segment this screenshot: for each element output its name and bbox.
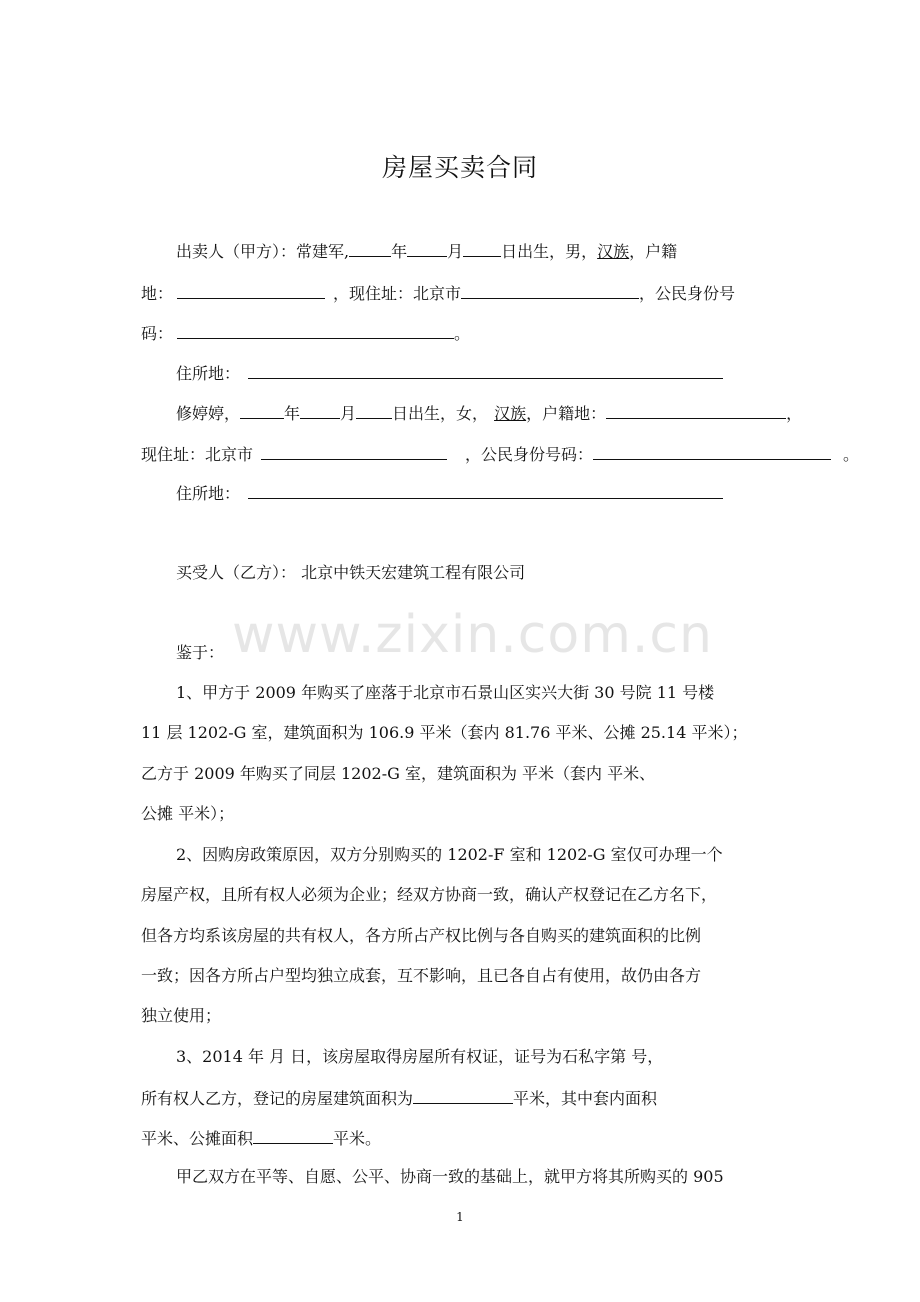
whereas-heading: 鉴于： xyxy=(176,643,225,662)
watermark: www.zixin.com.cn xyxy=(232,605,713,665)
ethnic-field: 汉族 xyxy=(494,404,527,423)
seller-line-3: 码： 。 xyxy=(141,321,470,345)
birth-month-blank xyxy=(300,401,340,419)
clause2-line: 2、因购房政策原因，双方分别购买的 1202-F 室和 1202-G 室仅可办理一个 xyxy=(176,845,723,864)
address-blank xyxy=(461,281,639,299)
shared-area-blank xyxy=(253,1126,333,1144)
domicile-blank xyxy=(606,401,786,419)
page-number: 1 xyxy=(456,1210,464,1224)
clause2-line: 但各方均系该房屋的共有权人，各方所占产权比例与各自购买的建筑面积的比例 xyxy=(141,926,702,945)
birth-day-blank xyxy=(463,239,501,257)
area-blank xyxy=(413,1086,513,1104)
clause1-line: 1、甲方于 2009 年购买了座落于北京市石景山区实兴大街 30 号院 11 号楼 xyxy=(176,683,715,702)
seller2-line-2: 现住址：北京市 ，公民身份号码： 。 xyxy=(141,442,859,466)
domicile-blank xyxy=(177,281,325,299)
residence-blank xyxy=(248,481,723,499)
clause2-line: 房屋产权，且所有权人必须为企业；经双方协商一致，确认产权登记在乙方名下， xyxy=(141,885,718,904)
birth-year-blank xyxy=(349,239,391,257)
birth-day-blank xyxy=(356,401,392,419)
seller-residence: 住所地： xyxy=(176,361,723,385)
address-blank xyxy=(261,442,447,460)
clause1-line: 公摊 平米）； xyxy=(141,804,235,823)
seller2-residence: 住所地： xyxy=(176,481,723,505)
id-number-blank xyxy=(177,321,454,339)
clause2-line: 独立使用； xyxy=(141,1006,222,1025)
buyer-line: 买受人（乙方）： 北京中铁天宏建筑工程有限公司 xyxy=(176,563,526,582)
clause2-line: 一致；因各方所占户型均独立成套，互不影响，且已各自占有使用，故仍由各方 xyxy=(141,966,702,985)
seller-line-2: 地： ，现住址：北京市 ，公民身份号 xyxy=(141,281,735,305)
clause3-line: 平米、公摊面积 平米。 xyxy=(141,1126,381,1150)
clause3-line: 所有权人乙方，登记的房屋建筑面积为 平米，其中套内面积 xyxy=(141,1086,657,1110)
id-number-blank xyxy=(593,442,831,460)
clause1-line: 乙方于 2009 年购买了同层 1202-G 室，建筑面积为 平米（套内 平米、 xyxy=(141,764,656,783)
birth-month-blank xyxy=(407,239,447,257)
residence-blank xyxy=(248,361,723,379)
seller2-line-1: 修婷婷， 年 月 日出生，女， 汉族，户籍地： ， xyxy=(176,401,802,425)
seller-line-1: 出卖人（甲方）：常建军, 年 月 日出生，男，汉族，户籍 xyxy=(176,239,677,263)
clause3-line: 3、2014 年 月 日，该房屋取得房屋所有权证，证号为石私字第 号， xyxy=(176,1047,664,1066)
birth-year-blank xyxy=(240,401,284,419)
closing-line: 甲乙双方在平等、自愿、公平、协商一致的基础上，就甲方将其所购买的 905 xyxy=(176,1167,724,1186)
clause1-line: 11 层 1202-G 室，建筑面积为 106.9 平米（套内 81.76 平米、公摊 25.14 平米）； xyxy=(141,723,748,742)
ethnic-field: 汉族 xyxy=(597,242,630,261)
contract-title: 房屋买卖合同 xyxy=(381,153,538,182)
